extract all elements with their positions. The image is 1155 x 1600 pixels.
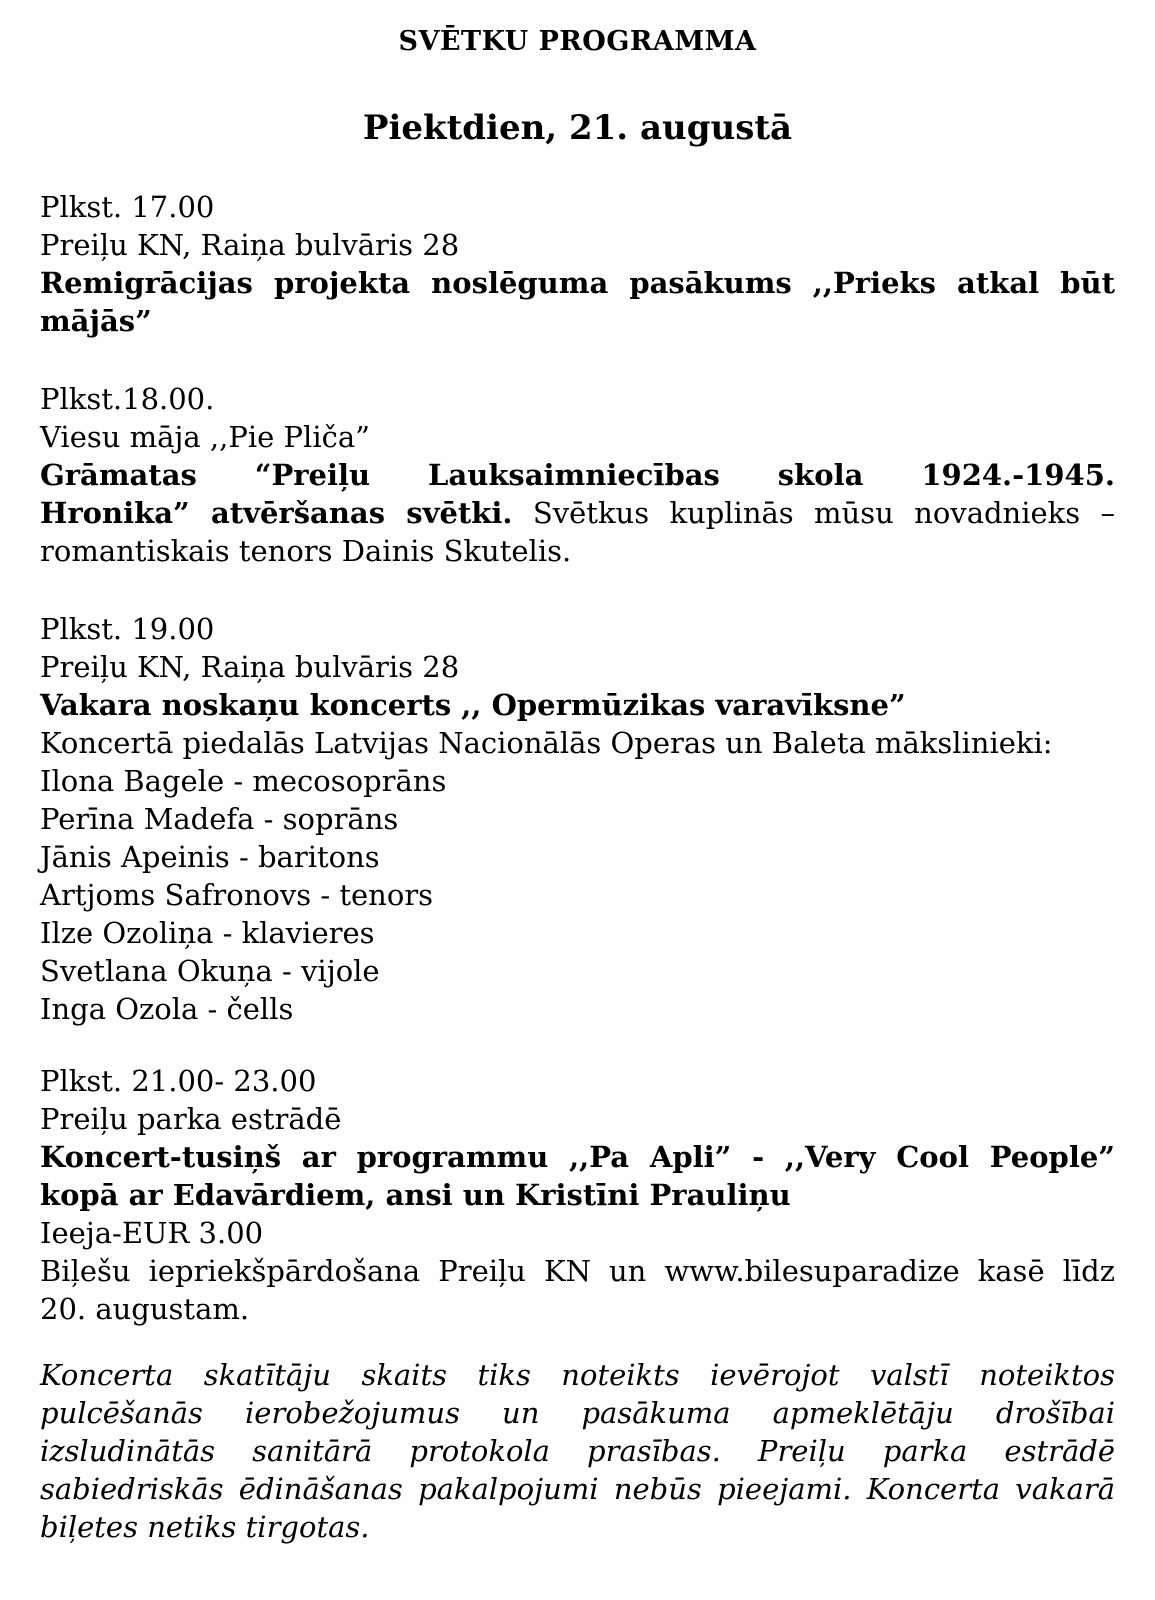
event-1900 xyxy=(40,610,1115,1028)
event-title: Vakara noskaņu koncerts ,, Opermūzikas varavīksne” xyxy=(40,688,906,722)
event-title-line-1: Remigrācijas projekta noslēguma pasākums ,,Prieks atkal būt xyxy=(40,266,1115,300)
artist-item: Ilze Ozoliņa - klavieres xyxy=(40,916,375,950)
event-time: Plkst. 21.00- 23.00 xyxy=(40,1064,317,1098)
event-time: Plkst. 19.00 xyxy=(40,612,215,646)
artist-item: Svetlana Okuņa - vijole xyxy=(40,954,380,988)
event-title-line-2: Hronika” atvēršanas svētki. xyxy=(40,496,513,530)
event-time: Plkst.18.00. xyxy=(40,382,215,416)
event-1700 xyxy=(40,188,1115,340)
event-venue: Preiļu KN, Raiņa bulvāris 28 xyxy=(40,650,460,684)
event-1800 xyxy=(40,380,1115,570)
notice-line-4: sabiedriskās ēdināšanas pakalpojumi nebūs pieejami. Koncerta vakarā xyxy=(40,1472,1115,1506)
event-intro: Koncertā piedalās Latvijas Nacionālās Operas un Baleta mākslinieki: xyxy=(40,726,1053,760)
ticket-presale-line-1: Biļešu iepriekšpārdošana Preiļu KN un www.bilesuparadize kasē līdz xyxy=(40,1254,1115,1288)
ticket-presale-line-2: 20. augustam. xyxy=(40,1292,250,1326)
event-title-line-2: kopā ar Edavārdiem, ansi un Kristīni Prauliņu xyxy=(40,1178,791,1212)
event-title-line-1: Koncert-tusiņš ar programmu ,,Pa Apli” - ,,Very Cool People” xyxy=(40,1140,1115,1174)
event-venue: Preiļu KN, Raiņa bulvāris 28 xyxy=(40,228,460,262)
artist-item: Jānis Apeinis - baritons xyxy=(40,840,380,874)
event-time: Plkst. 17.00 xyxy=(40,190,215,224)
artist-item: Perīna Madefa - soprāns xyxy=(40,802,399,836)
covid-notice xyxy=(40,1356,1115,1546)
artist-item: Inga Ozola - čells xyxy=(40,992,294,1026)
notice-line-2: pulcēšanās ierobežojumus un pasākuma apmeklētāju drošībai xyxy=(40,1396,1115,1430)
event-venue: Viesu māja ,,Pie Pliča” xyxy=(40,420,370,454)
document-title: SVĒTKU PROGRAMMA xyxy=(398,26,757,57)
event-venue: Preiļu parka estrādē xyxy=(40,1102,342,1136)
artist-item: Ilona Bagele - mecosoprāns xyxy=(40,764,447,798)
ticket-price: Ieeja-EUR 3.00 xyxy=(40,1216,264,1250)
event-title-line-2: mājās” xyxy=(40,304,152,338)
event-description-line-1: Svētkus kuplinās mūsu novadnieks – xyxy=(512,496,1115,530)
notice-line-3: izsludinātās sanitārā protokola prasības. Preiļu parka estrādē xyxy=(40,1434,1115,1468)
event-title-and-description xyxy=(40,494,1115,532)
date-heading: Piektdien, 21. augustā xyxy=(362,108,793,148)
notice-line-1: Koncerta skatītāju skaits tiks noteikts ievērojot valstī noteiktos xyxy=(40,1358,1115,1392)
event-description-line-2: romantiskais tenors Dainis Skutelis. xyxy=(40,534,572,568)
artist-item: Artjoms Safronovs - tenors xyxy=(40,878,434,912)
event-2100 xyxy=(40,1062,1115,1328)
event-title-line-1: Grāmatas “Preiļu Lauksaimniecības skola 1924.-1945. xyxy=(40,458,1115,492)
notice-line-5: biļetes netiks tirgotas. xyxy=(40,1510,370,1544)
